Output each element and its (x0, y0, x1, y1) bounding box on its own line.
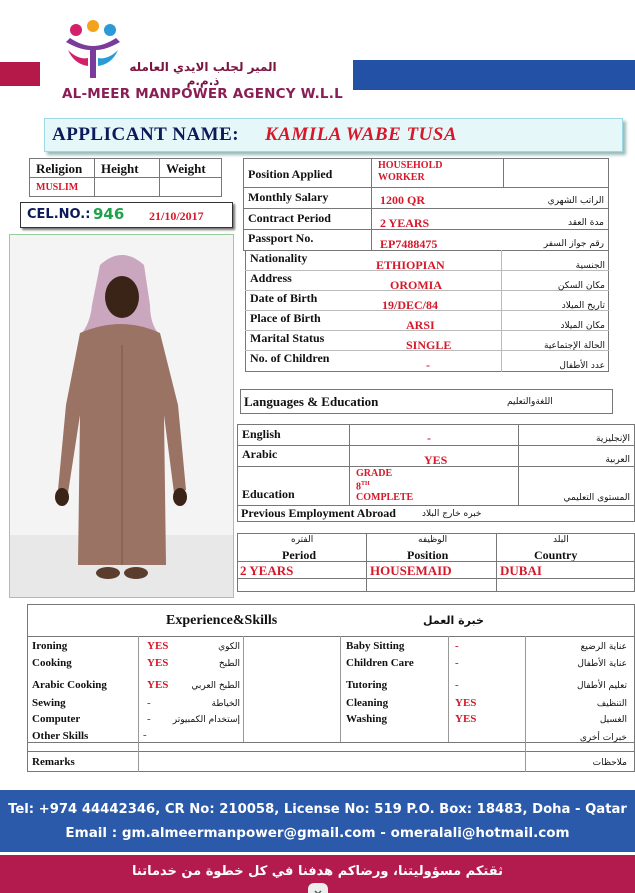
detail-label-passport: Passport No. (248, 231, 314, 245)
detail-value-salary: 1200 QR (380, 193, 425, 207)
applicant-photo (9, 234, 234, 598)
employment-title-ar: خبره خارج البلاد (422, 509, 482, 519)
applicant-name-label: APPLICANT NAME: (52, 124, 240, 145)
employment-header-position: Position (407, 548, 449, 562)
edu-value-line3: COMPLETE (356, 492, 414, 504)
detail-label-children: No. of Children (250, 351, 330, 365)
detail-ar-contract: مدة العقد (568, 218, 604, 228)
employment-row-position: HOUSEMAID (370, 563, 452, 578)
edu-value-sup: TH (361, 481, 370, 487)
lang-label-arabic: Arabic (242, 447, 278, 461)
employment-header-ar-position: الوظيفه (418, 535, 448, 545)
detail-label-pob: Place of Birth (250, 311, 321, 325)
company-name-english: AL-MEER MANPOWER AGENCY W.L.L (62, 86, 343, 102)
employment-row-period: 2 YEARS (240, 563, 294, 578)
footer-slogan: ثقتكم مسؤوليتنا، ورضاكم هدفنا في كل خطوة من خدماتنا (132, 864, 503, 879)
skill-ar-children-care: عناية الأطفال (577, 659, 627, 669)
lang-label-english: English (242, 427, 281, 441)
skill-value-cleaning: YES (455, 697, 477, 709)
cel-date: 21/10/2017 (149, 209, 204, 223)
detail-value-marital: SINGLE (406, 338, 452, 352)
header-blue-band (353, 60, 635, 90)
skills-title: Experience&Skills (166, 613, 278, 628)
skill-ar-cooking: الطبخ (218, 659, 240, 669)
skills-table (27, 604, 635, 772)
skill-label-tutoring: Tutoring (346, 679, 388, 691)
remarks-ar: ملاحظات (592, 758, 627, 768)
skill-value-baby-sitting: - (455, 640, 459, 652)
skill-value-tutoring: - (455, 679, 459, 691)
company-name-arabic: المير لجلب الايدي العامله ذ.م.م (129, 60, 277, 88)
skill-label-baby-sitting: Baby Sitting (346, 640, 405, 652)
applicant-name-bar (44, 118, 623, 152)
detail-ar-address: مكان السكن (557, 281, 605, 291)
lang-value-english: - (427, 431, 431, 445)
employment-header-ar-country: البلد (553, 535, 569, 545)
employment-header-country: Country (534, 548, 578, 562)
languages-title-box (240, 389, 613, 414)
cel-no-number: 946 (93, 205, 125, 223)
detail-ar-dob: تاريخ الميلاد (561, 301, 605, 311)
skill-value-ironing: YES (147, 640, 169, 652)
other-skills-ar: خبرات أخرى (579, 733, 627, 743)
footer-contact-line2: Email : gm.almeermanpower@gmail.com - omeralali@hotmail.com (65, 825, 570, 841)
detail-value-pob: ARSI (406, 318, 435, 332)
skill-label-cooking: Cooking (32, 657, 72, 669)
languages-title-ar: اللغةوالتعليم (507, 397, 553, 407)
cel-no-box (20, 202, 233, 228)
remarks-label: Remarks (32, 756, 75, 768)
skill-label-ironing: Ironing (32, 640, 68, 652)
detail-label-dob: Date of Birth (250, 291, 318, 305)
skill-ar-baby-sitting: عناية الرضيع (580, 642, 627, 652)
detail-ar-salary: الراتب الشهري (547, 196, 604, 206)
skill-value-sewing: - (147, 697, 151, 709)
religion-header: Religion (36, 161, 83, 176)
detail-ar-pob: مكان الميلاد (560, 321, 605, 331)
other-skills-value: - (143, 729, 147, 741)
employment-header-ar-period: الفتره (291, 535, 314, 545)
skill-ar-cleaning: التنظيف (596, 699, 627, 709)
employment-header-period: Period (282, 548, 316, 562)
skill-value-washing: YES (455, 713, 477, 725)
skill-ar-ironing: الكوي (218, 642, 240, 652)
skill-label-cleaning: Cleaning (346, 697, 389, 709)
skill-label-washing: Washing (346, 713, 387, 725)
footer-contact-band (0, 790, 635, 852)
skill-label-computer: Computer (32, 713, 81, 725)
detail-value-contract: 2 YEARS (380, 216, 430, 230)
detail-label-address: Address (250, 271, 292, 285)
skill-ar-tutoring: تعليم الأطفال (576, 681, 627, 691)
skill-ar-sewing: الخياطة (211, 699, 240, 709)
lang-ar-arabic: العربية (605, 455, 630, 465)
weight-header: Weight (166, 161, 206, 176)
skill-value-cooking: YES (147, 657, 169, 669)
skill-label-arabic-cooking: Arabic Cooking (32, 679, 107, 691)
footer-slogan-band (0, 855, 635, 893)
skill-label-children-care: Children Care (346, 657, 414, 669)
detail-value-dob: 19/DEC/84 (382, 298, 439, 312)
detail-label-marital: Marital Status (250, 331, 325, 345)
employment-row-country: DUBAI (500, 563, 542, 578)
detail-value-position: HOUSEHOLD WORKER (378, 160, 443, 183)
footer-contact-line1: Tel: +974 44442346, CR No: 210058, License No: 519 P.O. Box: 18483, Doha - Qatar (8, 802, 627, 817)
edu-ar: المستوى التعليمي (563, 493, 630, 503)
cel-no-label: CEL.NO.: (27, 207, 91, 222)
detail-label-nationality: Nationality (250, 251, 308, 265)
skill-label-sewing: Sewing (32, 697, 66, 709)
skill-ar-washing: الغسيل (599, 715, 627, 725)
other-skills-label: Other Skills (32, 730, 89, 742)
detail-ar-marital: الحالة الإجتماعية (544, 341, 605, 351)
religion-value: MUSLIM (36, 182, 79, 193)
detail-label-position: Position Applied (248, 167, 333, 181)
detail-label-contract: Contract Period (248, 211, 331, 225)
detail-ar-passport: رقم جواز السفر (543, 239, 604, 249)
skill-ar-computer: إستخدام الكمبيوتر (172, 715, 240, 725)
detail-ar-nationality: الجنسية (575, 261, 605, 271)
header-red-band (0, 62, 40, 86)
lang-ar-english: الإنجليزية (596, 434, 630, 444)
detail-value-address: OROMIA (390, 278, 442, 292)
skill-ar-arabic-cooking: الطبخ العربي (191, 681, 240, 691)
edu-value-line2: 8TH (356, 481, 370, 493)
lang-value-arabic: YES (424, 453, 448, 467)
employment-title-box (237, 505, 635, 522)
skill-value-children-care: - (455, 657, 459, 669)
employment-title: Previous Employment Abroad (241, 506, 396, 520)
skills-title-ar: خبرة العمل (423, 614, 484, 627)
edu-value-line1: GRADE (356, 468, 393, 479)
skill-value-computer: - (147, 713, 151, 725)
height-header: Height (101, 161, 139, 176)
skill-value-arabic-cooking: YES (147, 679, 169, 691)
detail-value-passport: EP7488475 (380, 237, 438, 251)
languages-title: Languages & Education (244, 394, 379, 409)
edu-label: Education (242, 487, 295, 501)
detail-value-nationality: ETHIOPIAN (376, 258, 445, 272)
detail-ar-children: عدد الأطفال (559, 361, 605, 371)
detail-label-salary: Monthly Salary (248, 190, 329, 204)
applicant-name-value: KAMILA WABE TUSA (265, 124, 458, 145)
chevron-down-icon (308, 883, 328, 893)
detail-value-children: - (426, 358, 430, 372)
